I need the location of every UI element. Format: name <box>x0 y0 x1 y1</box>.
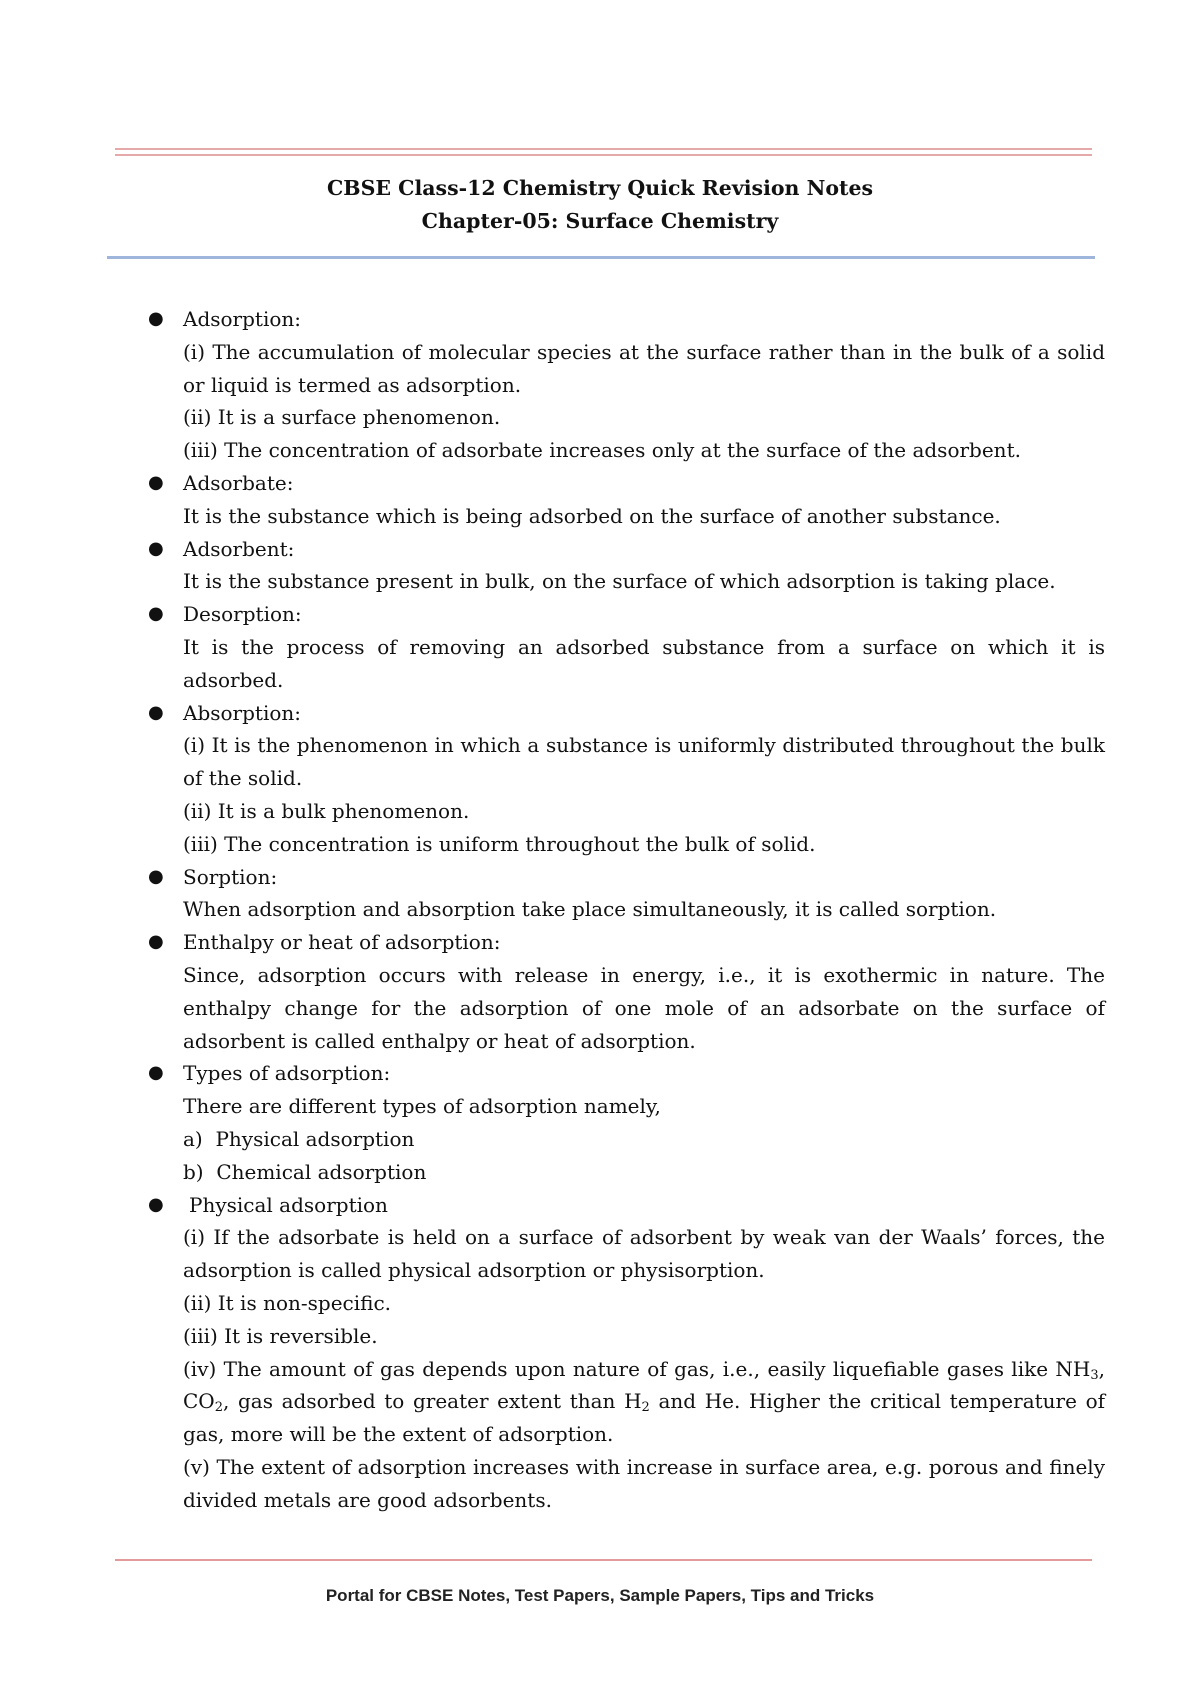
sub-item: b) Chemical adsorption <box>183 1159 427 1184</box>
chapter-title: Chapter-05: Surface Chemistry <box>421 209 779 233</box>
text-segment: (iv) The amount of gas depends upon nature of gas, i.e., easily liquefiable gases like NH <box>183 1356 1091 1381</box>
list-item-absorption <box>145 697 1105 861</box>
subscript: 2 <box>214 1400 223 1416</box>
bullet-icon: ● <box>148 537 164 559</box>
bullet-icon: ● <box>148 931 164 953</box>
subscript: 2 <box>641 1400 650 1416</box>
item-text: (i) The accumulation of molecular species at the surface rather than in the bulk of a solid or liquid is termed as adsorption. <box>183 339 1105 397</box>
list-item-adsorbent <box>145 533 1105 599</box>
list-item-types <box>145 1057 1105 1188</box>
bullet-icon: ● <box>148 603 164 625</box>
bullet-icon: ● <box>148 308 164 329</box>
text-segment: , gas adsorbed to greater extent than H <box>222 1389 642 1414</box>
bullet-icon: ● <box>148 701 164 723</box>
page-title: CBSE Class-12 Chemistry Quick Revision Notes <box>326 176 874 200</box>
item-text: (iii) It is reversible. <box>183 1323 378 1348</box>
item-text-with-formulas <box>183 1353 1105 1451</box>
item-text: (iii) The concentration of adsorbate increases only at the surface of the adsorbent. <box>183 438 1021 463</box>
header-divider-bottom <box>107 256 1095 259</box>
sub-item: a) Physical adsorption <box>183 1126 415 1151</box>
header-divider-top-second <box>115 154 1092 156</box>
item-text: When adsorption and absorption take place simultaneously, it is called sorption. <box>183 897 997 922</box>
header-divider-top <box>115 148 1092 150</box>
list-item-adsorption <box>145 303 1105 467</box>
bullet-icon: ● <box>148 471 164 493</box>
item-text: (ii) It is a bulk phenomenon. <box>183 798 470 823</box>
item-term: Adsorbent: <box>183 536 295 561</box>
notes-body <box>145 303 1105 1516</box>
item-text: It is the substance present in bulk, on the surface of which adsorption is taking place. <box>183 569 1056 594</box>
page-header <box>0 172 1200 238</box>
bullet-icon: ● <box>148 865 164 887</box>
list-item-adsorbate <box>145 467 1105 533</box>
text-segment: , CO <box>183 1356 1105 1414</box>
item-text: (i) If the adsorbate is held on a surface of adsorbent by weak van der Waals’ forces, the adsorption is called physical adsorption or physisorption. <box>183 1225 1105 1283</box>
item-text: (iii) The concentration is uniform throughout the bulk of solid. <box>183 831 816 856</box>
list-item-enthalpy <box>145 926 1105 1057</box>
item-term: Types of adsorption: <box>183 1061 391 1086</box>
notes-list <box>145 303 1105 1516</box>
item-text: It is the substance which is being adsorbed on the surface of another substance. <box>183 503 1001 528</box>
item-text: (i) It is the phenomenon in which a substance is uniformly distributed throughout the bulk of the solid. <box>183 733 1105 791</box>
list-item-sorption <box>145 861 1105 927</box>
page-footer: Portal for CBSE Notes, Test Papers, Sample Papers, Tips and Tricks <box>325 1586 875 1605</box>
item-text: It is the process of removing an adsorbed substance from a surface on which it is adsorbed. <box>183 634 1105 692</box>
footer-divider <box>115 1559 1092 1561</box>
item-text: (v) The extent of adsorption increases with increase in surface area, e.g. porous and finely divided metals are good adsorbents. <box>183 1454 1105 1512</box>
item-term: Adsorbate: <box>183 470 294 495</box>
item-text: There are different types of adsorption namely, <box>183 1094 661 1119</box>
item-term: Desorption: <box>183 602 302 627</box>
list-item-desorption <box>145 598 1105 696</box>
subscript: 3 <box>1090 1367 1099 1383</box>
item-term: Enthalpy or heat of adsorption: <box>183 930 501 955</box>
item-text: (ii) It is non-specific. <box>183 1290 392 1315</box>
item-text: (ii) It is a surface phenomenon. <box>183 405 501 430</box>
bullet-icon: ● <box>148 1193 164 1215</box>
item-term: Physical adsorption <box>189 1192 388 1217</box>
item-term: Adsorption: <box>183 307 302 331</box>
item-term: Absorption: <box>183 700 302 725</box>
bullet-icon: ● <box>148 1062 164 1084</box>
item-term: Sorption: <box>183 864 278 889</box>
item-text: Since, adsorption occurs with release in energy, i.e., it is exothermic in nature. The enthalpy change for the adsorption of one mole of an adsorbate on the surface of adsorbent is called enthalpy or heat of adsorption. <box>183 962 1105 1053</box>
text-segment: and He. Higher the critical temperature of gas, more will be the extent of adsorption. <box>183 1389 1106 1447</box>
list-item-physical-adsorption <box>145 1189 1105 1517</box>
